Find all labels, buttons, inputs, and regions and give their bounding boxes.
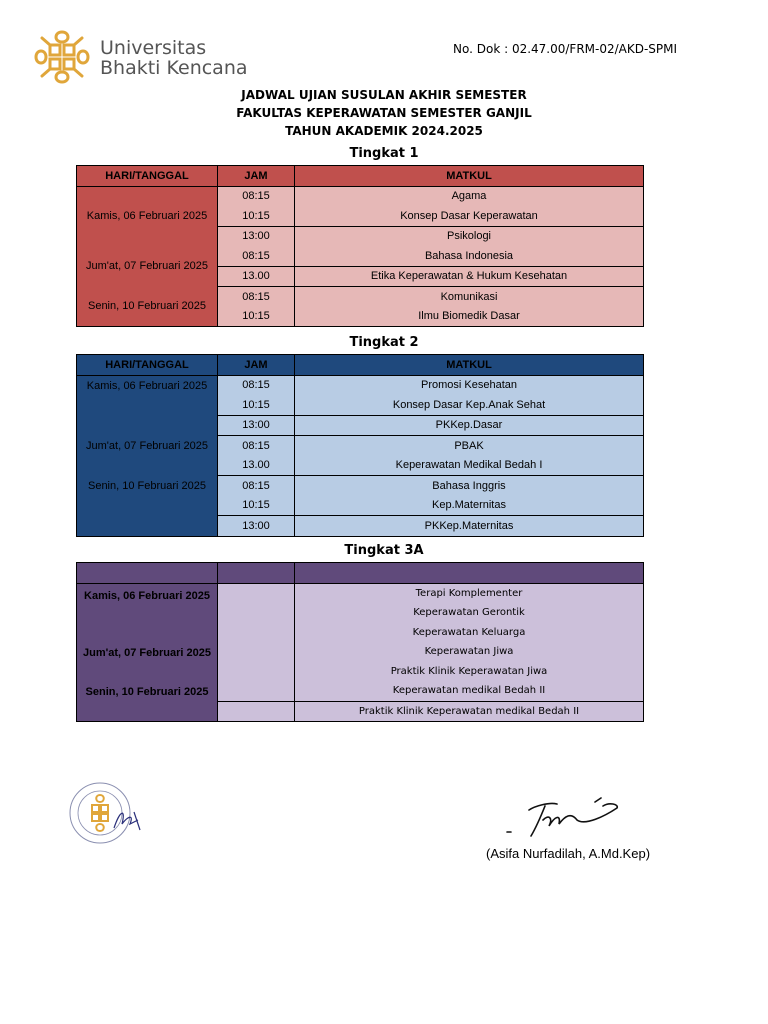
- course-cell: Agama: [295, 186, 644, 206]
- col-header-day: HARI/TANGGAL: [77, 166, 218, 187]
- col-header-course: [295, 563, 644, 584]
- tingkat3a-table: [76, 562, 644, 722]
- day-cell: [77, 375, 218, 436]
- time-cell: 08:15: [218, 287, 295, 307]
- time-cell: 13:00: [218, 516, 295, 537]
- course-cell: PKKep.Maternitas: [295, 516, 644, 537]
- table-row: [77, 436, 644, 456]
- tingkat2-title: Tingkat 2: [349, 335, 419, 350]
- title-line2: FAKULTAS KEPERAWATAN SEMESTER GANJIL: [236, 106, 532, 120]
- course-cell: PKKep.Dasar: [295, 415, 644, 436]
- col-header-day: [77, 563, 218, 584]
- logo-text-line1: Universitas: [100, 37, 207, 59]
- course-cell: Keperawatan Jiwa: [295, 642, 644, 662]
- course-cell: Promosi Kesehatan: [295, 375, 644, 395]
- day-cell: [77, 476, 218, 537]
- course-cell: Keperawatan Medikal Bedah I: [295, 456, 644, 476]
- time-cell: [218, 583, 295, 701]
- course-cell: Konsep Dasar Kep.Anak Sehat: [295, 395, 644, 415]
- handwritten-signature-icon: [505, 796, 625, 840]
- course-cell: Konsep Dasar Keperawatan: [295, 206, 644, 226]
- table-row: [77, 246, 644, 266]
- time-cell: 13:00: [218, 226, 295, 246]
- tingkat1-table: [76, 165, 644, 327]
- signatory-name: (Asifa Nurfadilah, A.Md.Kep): [486, 846, 651, 861]
- table-row: [77, 287, 644, 307]
- stamp-seal-icon: [68, 780, 156, 846]
- course-cell: Bahasa Indonesia: [295, 246, 644, 266]
- col-header-time: JAM: [218, 166, 295, 187]
- time-cell: 10:15: [218, 496, 295, 516]
- col-header-time: JAM: [218, 355, 295, 376]
- time-cell: 08:15: [218, 186, 295, 206]
- course-cell: Praktik Klinik Keperawatan medikal Bedah II: [295, 701, 644, 722]
- time-cell: 10:15: [218, 307, 295, 327]
- day-label: Senin, 10 Februari 2025: [87, 300, 207, 313]
- course-cell: Keperawatan Gerontik: [295, 603, 644, 623]
- course-cell: Ilmu Biomedik Dasar: [295, 307, 644, 327]
- logo-mark-icon: [32, 28, 92, 86]
- time-cell: 08:15: [218, 476, 295, 496]
- day-label: Kamis, 06 Februari 2025: [86, 210, 208, 223]
- table-row: [77, 583, 644, 603]
- table-row: [77, 375, 644, 395]
- col-header-time: [218, 563, 295, 584]
- day-cell: [77, 287, 218, 327]
- table-header-row: [77, 355, 644, 376]
- document-number: No. Dok : 02.47.00/FRM-02/AKD-SPMI: [453, 42, 678, 56]
- table-row: [77, 186, 644, 206]
- day-cell: [77, 246, 218, 287]
- signature-mark: [505, 796, 625, 840]
- table-header-row: [77, 563, 644, 584]
- day-cell: [77, 583, 218, 722]
- time-cell: 13.00: [218, 266, 295, 287]
- time-cell: 08:15: [218, 436, 295, 456]
- course-cell: Komunikasi: [295, 287, 644, 307]
- title-line3: TAHUN AKADEMIK 2024.2025: [285, 124, 483, 138]
- time-cell: 10:15: [218, 206, 295, 226]
- time-cell: 13.00: [218, 456, 295, 476]
- university-logo: [32, 28, 92, 86]
- col-header-course: MATKUL: [295, 166, 644, 187]
- tingkat2-table: [76, 354, 644, 537]
- course-cell: Praktik Klinik Keperawatan Jiwa: [295, 662, 644, 682]
- col-header-day: HARI/TANGGAL: [77, 355, 218, 376]
- course-cell: Keperawatan Keluarga: [295, 623, 644, 643]
- col-header-course: MATKUL: [295, 355, 644, 376]
- day-label: Jum'at, 07 Februari 2025: [86, 260, 208, 273]
- course-cell: Etika Keperawatan & Hukum Kesehatan: [295, 266, 644, 287]
- tingkat1-title: Tingkat 1: [349, 146, 419, 161]
- course-cell: Bahasa Inggris: [295, 476, 644, 496]
- time-cell: 13:00: [218, 415, 295, 436]
- time-cell: 10:15: [218, 395, 295, 415]
- day-label: Senin, 10 Februari 2025: [87, 479, 207, 492]
- logo-text-line2: Bhakti Kencana: [100, 57, 248, 79]
- day-label: Senin, 10 Februari 2025: [85, 685, 209, 698]
- title-line1: JADWAL UJIAN SUSULAN AKHIR SEMESTER: [241, 88, 527, 102]
- time-cell: [218, 701, 295, 722]
- day-cell: [77, 436, 218, 476]
- day-label: Kamis, 06 Februari 2025: [84, 589, 210, 602]
- time-cell: 08:15: [218, 375, 295, 395]
- university-stamp: [68, 780, 156, 846]
- time-cell: 08:15: [218, 246, 295, 266]
- course-cell: Terapi Komplementer: [295, 583, 644, 603]
- course-cell: Psikologi: [295, 226, 644, 246]
- day-label: Kamis, 06 Februari 2025: [86, 379, 208, 392]
- day-label: Jum'at, 07 Februari 2025: [83, 646, 211, 659]
- course-cell: Kep.Maternitas: [295, 496, 644, 516]
- day-cell: [77, 186, 218, 246]
- course-cell: PBAK: [295, 436, 644, 456]
- table-row: [77, 476, 644, 496]
- tingkat3a-title: Tingkat 3A: [344, 543, 424, 558]
- day-label: Jum'at, 07 Februari 2025: [86, 439, 208, 452]
- course-cell: Keperawatan medikal Bedah II: [295, 681, 644, 701]
- table-header-row: [77, 166, 644, 187]
